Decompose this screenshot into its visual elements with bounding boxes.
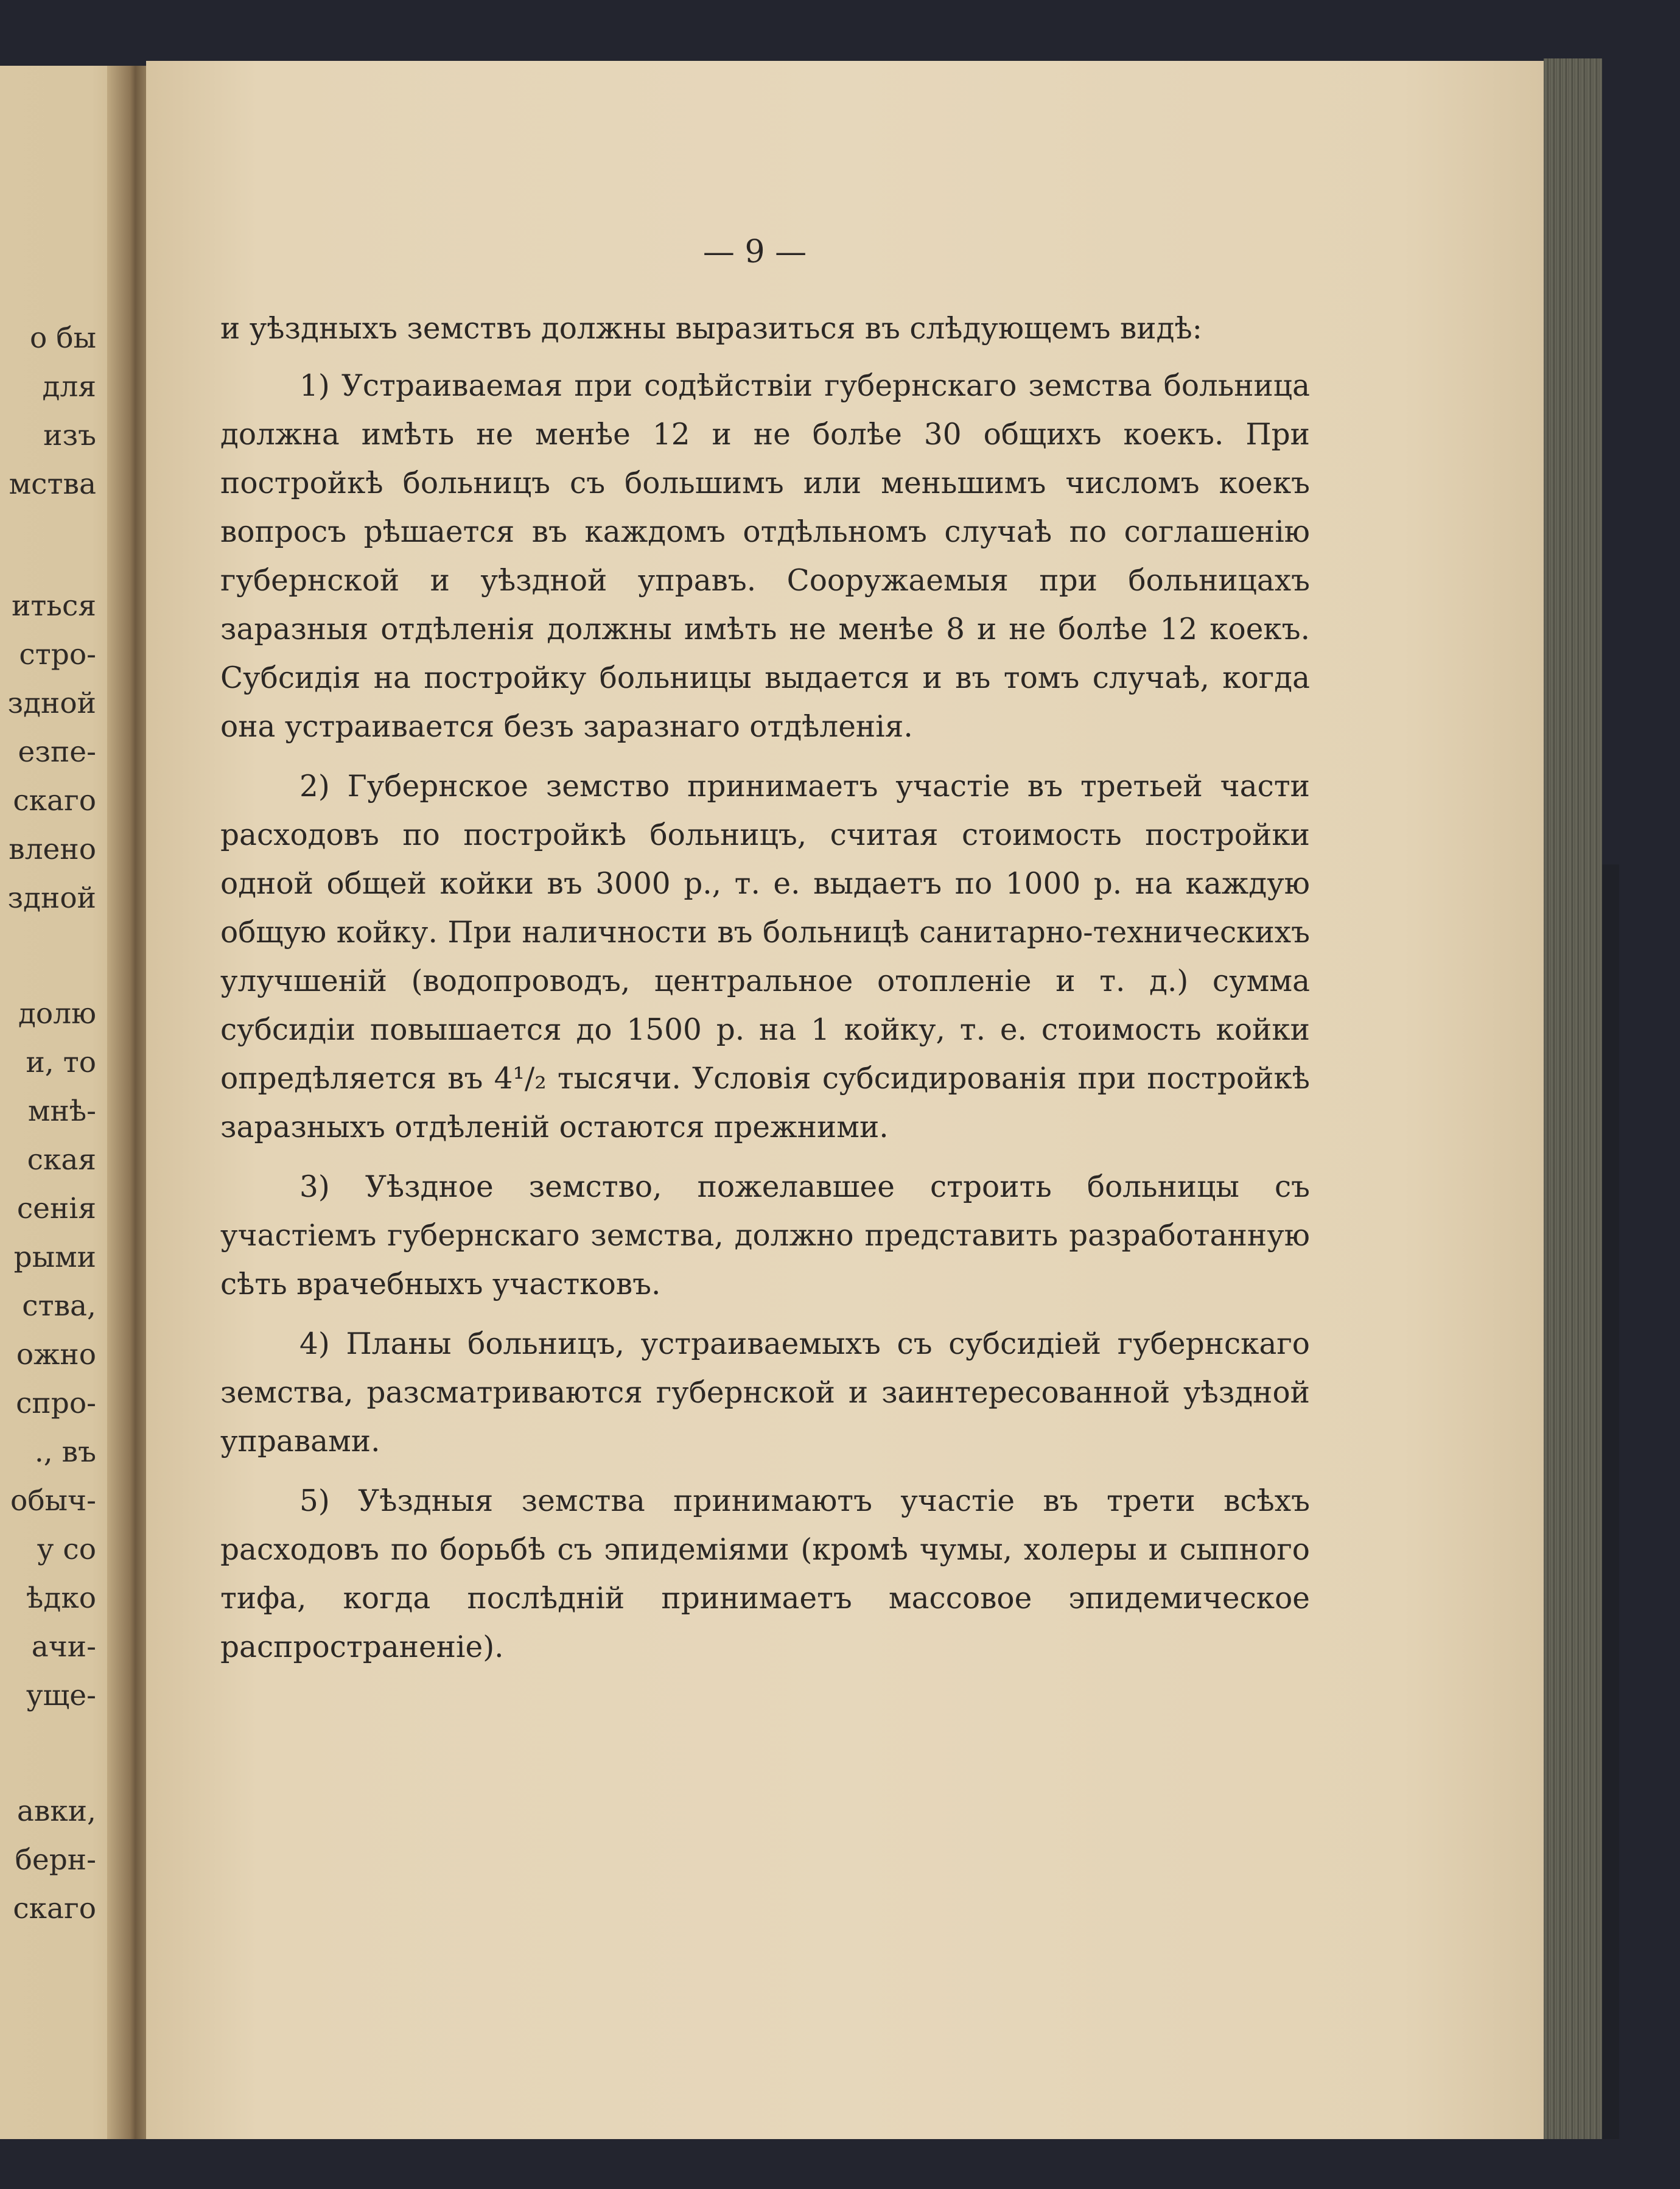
left-text-fragment: ская xyxy=(27,1143,96,1177)
paragraph-item-1: 1) Устраиваемая при содѣйствіи губернскаго земства больница должна имѣть не менѣе 12 и не болѣе 30 общихъ коекъ. При постройкѣ больницъ съ большимъ или меньшимъ числомъ коекъ вопросъ рѣшается въ каждомъ отдѣльномъ случаѣ по соглашенію губернской и уѣздной управъ. Сооружаемыя при больницахъ заразныя отдѣленія должны имѣть не менѣе 8 и не болѣе 12 коекъ. Субсидія на постройку больницы выдается и въ томъ случаѣ, когда она устраивается безъ заразнаго отдѣленія. xyxy=(220,369,1310,744)
left-text-fragment: рыми xyxy=(13,1241,96,1274)
left-text-fragment: ства, xyxy=(22,1289,96,1323)
paragraph-item-5: 5) Уѣздныя земства принимаютъ участіе въ трети всѣхъ расходовъ по борьбѣ съ эпидеміями (кромѣ чумы, холеры и сыпного тифа, когда послѣдній принимаетъ массовое эпидемическое распространеніе). xyxy=(220,1484,1310,1664)
left-text-fragment: ѣдко xyxy=(26,1581,96,1615)
left-text-fragment: мнѣ- xyxy=(27,1094,96,1128)
body-text xyxy=(220,304,1310,1683)
paragraph: и уѣздныхъ земствъ должны выразиться въ слѣдующемъ видѣ: xyxy=(220,312,1203,346)
page-number: — 9 — xyxy=(702,234,807,270)
left-text-fragment: стро- xyxy=(19,638,96,671)
left-text-fragment: езпе- xyxy=(18,735,96,769)
page-block-edge xyxy=(1544,58,1602,2139)
left-text-fragment: уще- xyxy=(26,1679,96,1712)
left-text-fragment: для xyxy=(42,370,96,404)
left-text-fragment: влено xyxy=(9,833,96,866)
paragraph-item-2: 2) Губернское земство принимаетъ участіе въ третьей части расходовъ по постройкѣ больницъ, считая стоимость постройки одной общей койки въ 3000 р., т. е. выдаетъ по 1000 р. на каждую общую койку. При наличности въ больницѣ санитарно-техническихъ улучшеній (водопроводъ, центральное отопленіе и т. д.) сумма субсидіи повышается до 1500 р. на 1 койку, т. е. стоимость койки опредѣляется въ 4¹/₂ тысячи. Условія субсидированія при постройкѣ заразныхъ отдѣленій остаются прежними. xyxy=(220,769,1310,1144)
left-text-fragment: у со xyxy=(37,1533,96,1566)
left-text-fragment: мства xyxy=(9,468,96,501)
left-text-fragment: ожно xyxy=(16,1338,96,1371)
left-text-fragment: сенія xyxy=(16,1192,96,1225)
left-text-fragment: спро- xyxy=(16,1387,96,1420)
page-block-shadow xyxy=(1602,864,1619,2139)
left-text-fragment: скаго xyxy=(13,784,96,818)
left-text-fragment: здной xyxy=(7,881,96,915)
left-text-fragment: ачи- xyxy=(31,1630,96,1664)
left-text-fragment: берн- xyxy=(15,1843,96,1877)
left-text-fragment: иться xyxy=(12,589,96,623)
left-text-fragment: авки, xyxy=(16,1795,96,1828)
paragraph-item-3: 3) Уѣздное земство, пожелавшее строить больницы съ участіемъ губернскаго земства, должно представить разработанную сѣть врачебныхъ участковъ. xyxy=(220,1170,1310,1301)
left-text-fragment: скаго xyxy=(13,1892,96,1925)
left-text-fragment: о бы xyxy=(30,321,96,355)
left-text-fragment: здной xyxy=(7,687,96,720)
left-text-fragment: ., въ xyxy=(34,1435,96,1469)
left-text-fragment: изъ xyxy=(43,419,96,452)
left-text-fragment: обыч- xyxy=(10,1484,96,1518)
paragraph-item-4: 4) Планы больницъ, устраиваемыхъ съ субсидіей губернскаго земства, разсматриваются губернской и заинтересованной уѣздной управами. xyxy=(220,1327,1310,1459)
left-text-fragment: и, то xyxy=(26,1046,96,1079)
left-text-fragment: долю xyxy=(18,997,96,1031)
